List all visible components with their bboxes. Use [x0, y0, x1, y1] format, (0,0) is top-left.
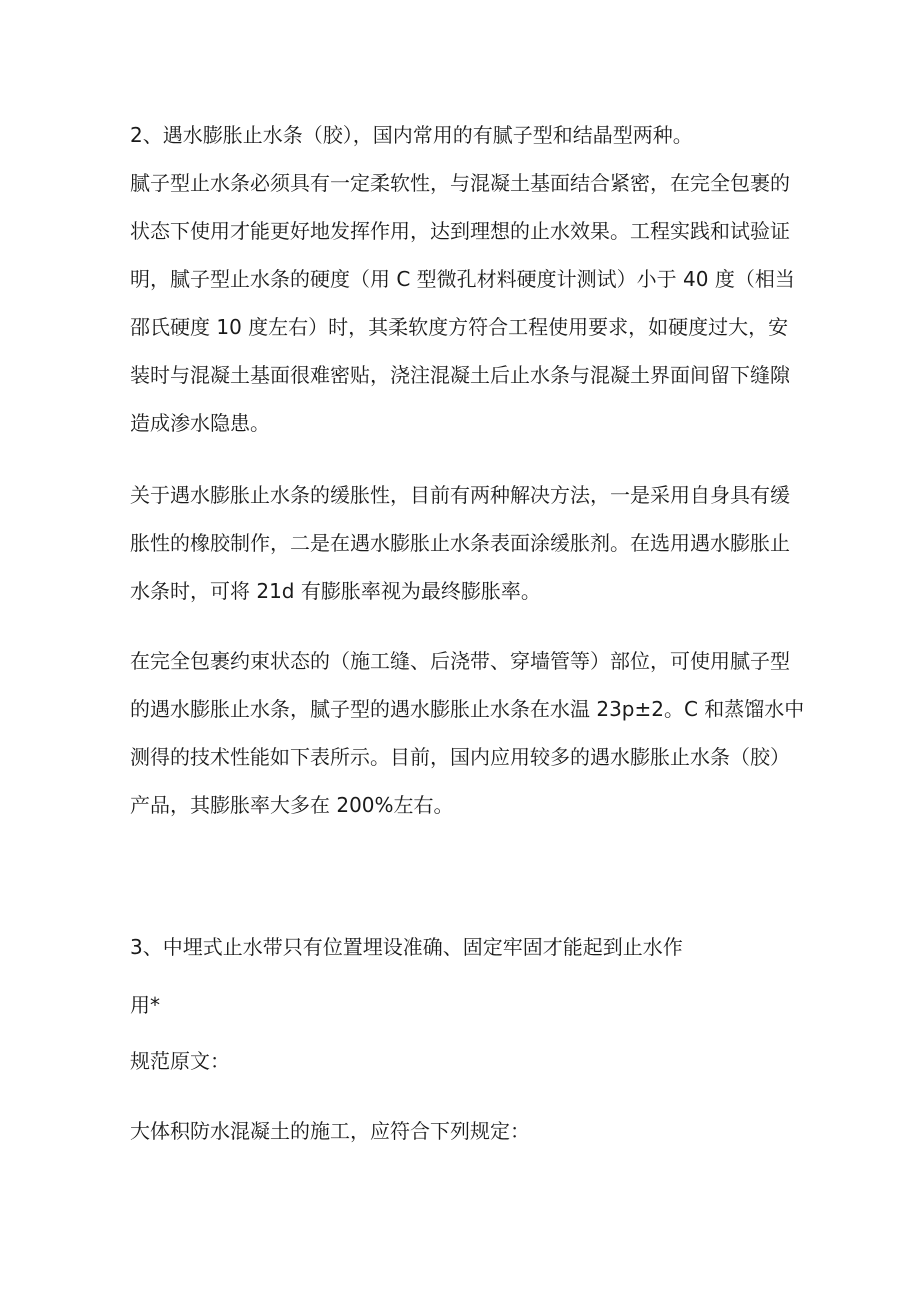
paragraph-line: 关于遇水膨胀止水条的缓胀性，目前有两种解决方法，一是采用自身具有缓 [130, 483, 790, 507]
paragraph-line: 测得的技术性能如下表所示。目前，国内应用较多的遇水膨胀止水条（胶） [130, 745, 790, 769]
paragraph-line: 装时与混凝土基面很难密贴，浇注混凝土后止水条与混凝土界面间留下缝隙 [130, 363, 790, 387]
paragraph-line: 水条时，可将 21d 有膨胀率视为最终膨胀率。 [130, 579, 541, 603]
spec-label: 规范原文： [130, 1049, 230, 1073]
paragraph-line: 明，腻子型止水条的硬度（用 C 型微孔材料硬度计测试）小于 40 度（相当 [130, 267, 795, 291]
paragraph-line: 腻子型止水条必须具有一定柔软性，与混凝土基面结合紧密，在完全包裹的 [130, 171, 790, 195]
section-3-heading: 3、中埋式止水带只有位置埋设准确、固定牢固才能起到止水作 [130, 935, 683, 959]
paragraph-line: 邵氏硬度 10 度左右）时，其柔软度方符合工程使用要求，如硬度过大，安 [130, 315, 789, 339]
section-3-heading-continued: 用* [130, 993, 160, 1017]
paragraph-line: 状态下使用才能更好地发挥作用，达到理想的止水效果。工程实践和试验证 [130, 219, 790, 243]
paragraph-line: 的遇水膨胀止水条，腻子型的遇水膨胀止水条在水温 23p±2。C 和蒸馏水中 [130, 697, 805, 721]
paragraph-line: 造成渗水隐患。 [130, 411, 270, 435]
section-2-heading: 2、遇水膨胀止水条（胶），国内常用的有腻子型和结晶型两种。 [130, 123, 693, 147]
paragraph-line: 胀性的橡胶制作，二是在遇水膨胀止水条表面涂缓胀剂。在选用遇水膨胀止 [130, 531, 790, 555]
paragraph-line: 在完全包裹约束状态的（施工缝、后浇带、穿墙管等）部位，可使用腻子型 [130, 649, 790, 673]
paragraph-line: 产品，其膨胀率大多在 200%左右。 [130, 793, 454, 817]
spec-text: 大体积防水混凝土的施工，应符合下列规定： [130, 1119, 530, 1143]
